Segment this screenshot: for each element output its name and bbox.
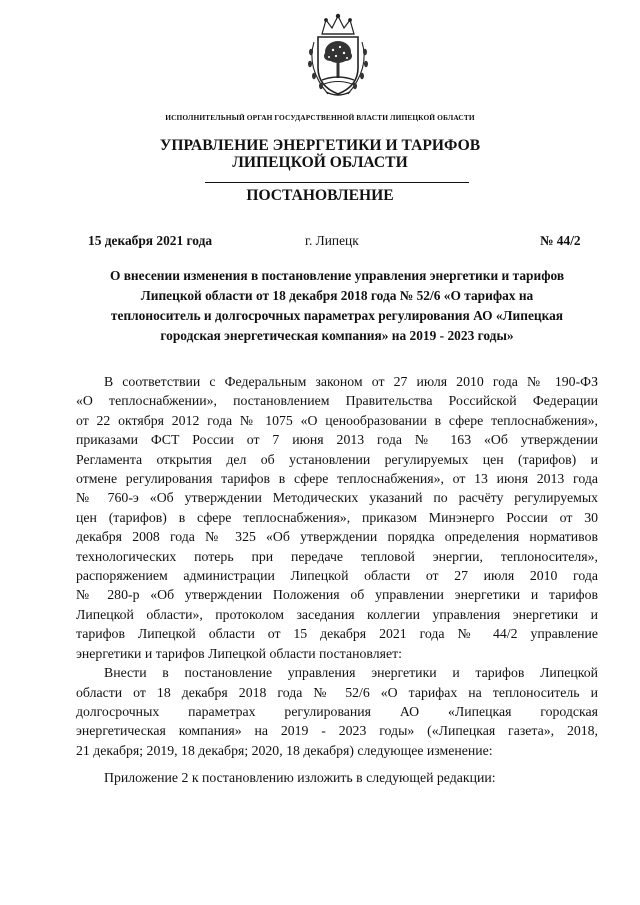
header-divider xyxy=(205,182,469,183)
paragraph-1-line: энергетики и тарифов Липецкой области постановляет: xyxy=(76,645,402,661)
paragraph-1-line: приказами ФСТ России от 7 июня 2013 года № 163 «Об утверждении xyxy=(76,432,598,448)
paragraph-1-line: «О теплоснабжении», постановлением Правительства Российской Федерации xyxy=(76,393,598,409)
paragraph-1-line: отмене регулирования тарифов в сфере теплоснабжения», от 13 июня 2013 года xyxy=(76,471,598,487)
paragraph-1-line: тарифов Липецкой области от 15 декабря 2021 года № 44/2 управление xyxy=(76,626,598,642)
paragraph-1-line: № 280-р «Об утверждении Положения об управлении энергетики и тарифов xyxy=(76,587,598,603)
paragraph-1-line: распоряжением администрации Липецкой области от 27 июля 2010 года xyxy=(76,568,598,584)
paragraph-2-line: Внести в постановление управления энергетики и тарифов Липецкой xyxy=(104,665,598,681)
paragraph-2-line: области от 18 декабря 2018 года № 52/6 «О тарифах на теплоноситель и xyxy=(76,684,598,700)
paragraph-1-line: В соответствии с Федеральным законом от 27 июля 2010 года № 190-ФЗ xyxy=(104,374,598,389)
department-name xyxy=(0,137,640,171)
paragraph-3-line: Приложение 2 к постановлению изложить в следующей редакции: xyxy=(104,770,496,786)
department-name-line-2: ЛИПЕЦКОЙ ОБЛАСТИ xyxy=(232,154,408,171)
paragraph-1-line: технологических потерь при передаче тепловой энергии, теплоносителя», xyxy=(76,548,598,564)
paragraph-2-line: долгосрочных параметрах регулирования АО «Липецкая городская xyxy=(76,703,598,719)
document-body xyxy=(76,372,598,788)
department-name-line-1: УПРАВЛЕНИЕ ЭНЕРГЕТИКИ И ТАРИФОВ xyxy=(159,137,481,154)
paragraph-2-line: 21 декабря; 2019, 18 декабря; 2020, 18 декабря) следующее изменение: xyxy=(76,742,493,758)
paragraph-1-line: от 22 октября 2012 года № 1075 «О ценообразовании в сфере теплоснабжения», xyxy=(76,412,598,428)
paragraph-1-line: Регламента открытия дел об установлении регулируемых цен (тарифов) и xyxy=(76,451,598,467)
paragraph-1-line: декабря 2008 года № 325 «Об утверждении порядка определения нормативов xyxy=(76,529,598,545)
paragraph-1-line: Липецкой области», протоколом заседания коллегии управления энергетики и xyxy=(76,606,598,622)
document-city: г. Липецк xyxy=(305,233,359,248)
document-type: ПОСТАНОВЛЕНИЕ xyxy=(246,187,394,204)
document-title xyxy=(70,266,604,346)
title-line: Липецкой области от 18 декабря 2018 года № 52/6 «О тарифах на xyxy=(140,288,534,303)
document-date: 15 декабря 2021 года xyxy=(88,233,213,248)
title-line: теплоноситель и долгосрочных параметрах регулирования АО «Липецкая xyxy=(110,308,564,323)
org-name: ИСПОЛНИТЕЛЬНЫЙ ОРГАН ГОСУДАРСТВЕННОЙ ВЛАСТИ ЛИПЕЦКОЙ ОБЛАСТИ xyxy=(165,113,475,122)
title-line: городская энергетическая компания» на 2019 - 2023 годы» xyxy=(160,328,514,343)
coat-of-arms-emblem xyxy=(302,12,374,98)
document-number: № 44/2 xyxy=(540,233,581,248)
paragraph-1-line: № 760-э «Об утверждении Методических указаний по расчёту регулируемых xyxy=(76,490,598,506)
paragraph-1-line: цен (тарифов) в сфере теплоснабжения», приказом Минэнерго России от 30 xyxy=(76,509,598,525)
paragraph-2-line: энергетическая компания» на 2019 - 2023 годы» («Липецкая газета», 2018, xyxy=(76,723,598,739)
title-line: О внесении изменения в постановление управления энергетики и тарифов xyxy=(109,268,565,283)
